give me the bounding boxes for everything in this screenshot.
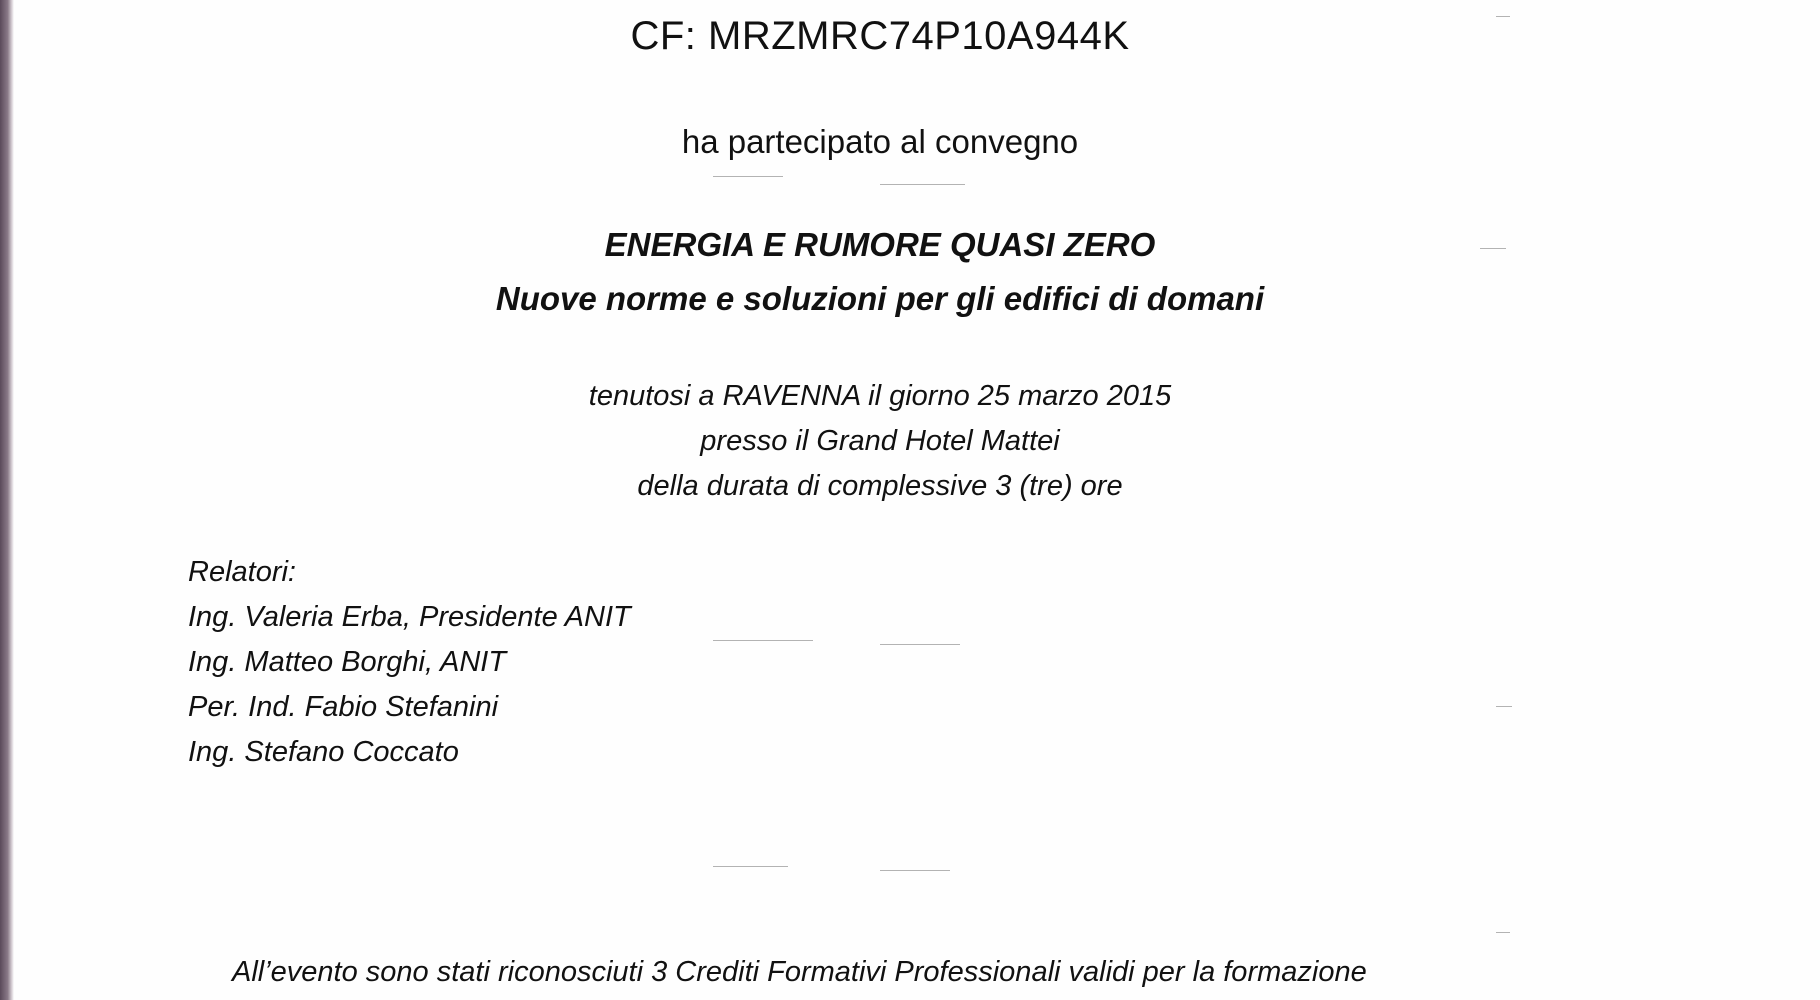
scan-artifact (1496, 16, 1510, 17)
tax-code-line: CF: MRZMRC74P10A944K (630, 14, 1130, 58)
scan-artifact (713, 640, 813, 641)
participation-statement: ha partecipato al convegno (681, 123, 1079, 160)
event-subtitle: Nuove norme e soluzioni per gli edifici di domani (495, 280, 1265, 317)
event-location-date: tenutosi a RAVENNA il giorno 25 marzo 2015 (588, 380, 1172, 412)
scan-artifact (713, 176, 783, 177)
scan-artifact (1496, 932, 1510, 933)
credits-statement: All’evento sono stati riconosciuti 3 Crediti Formativi Professionali validi per la formazione (232, 956, 1367, 988)
speaker-item: Per. Ind. Fabio Stefanini (188, 691, 499, 723)
scan-artifact (1480, 248, 1506, 249)
event-details (0, 374, 1760, 509)
event-duration: della durata di complessive 3 (tre) ore (637, 470, 1123, 502)
event-venue: presso il Grand Hotel Mattei (700, 425, 1060, 457)
speaker-item: Ing. Matteo Borghi, ANIT (188, 646, 507, 678)
scan-artifact (880, 644, 960, 645)
scan-artifact (1496, 706, 1512, 707)
scan-artifact (880, 184, 965, 185)
event-title: ENERGIA E RUMORE QUASI ZERO (604, 226, 1156, 263)
speakers-list (188, 550, 631, 775)
speaker-item: Ing. Valeria Erba, Presidente ANIT (188, 601, 631, 633)
scan-artifact (713, 866, 788, 867)
scan-artifact (880, 870, 950, 871)
speakers-heading: Relatori: (188, 556, 296, 588)
speaker-item: Ing. Stefano Coccato (188, 736, 459, 768)
